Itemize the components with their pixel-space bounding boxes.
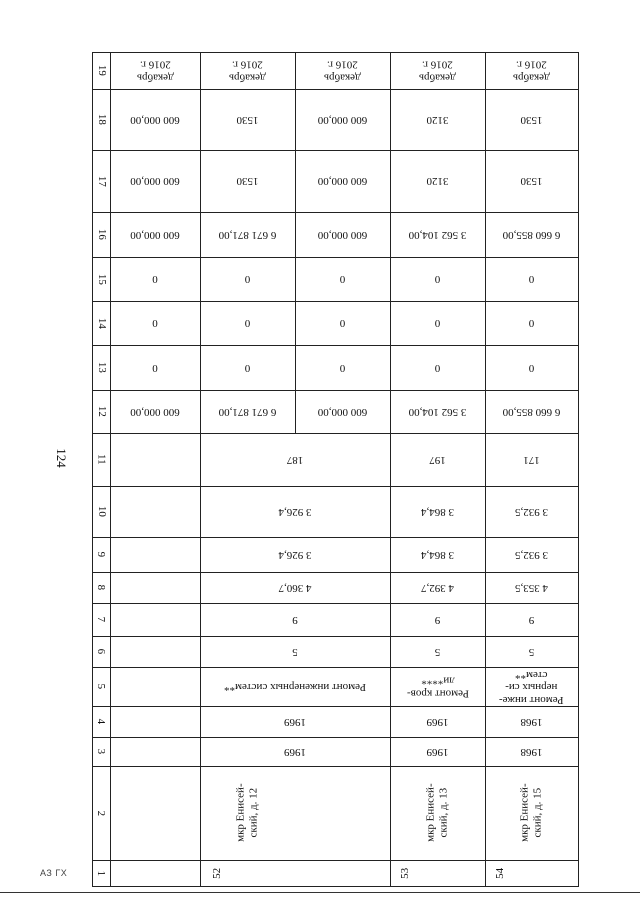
cell-col-1 [485, 860, 515, 886]
rotated-table [92, 52, 579, 887]
column-number-19-line: 19 [95, 64, 108, 76]
column-number-8-text [95, 585, 108, 591]
cell-col-2-line: ский, д. 13 [437, 788, 450, 838]
column-number-6 [92, 636, 110, 667]
cell-col-2 [390, 766, 485, 860]
cell-col-2-text [519, 784, 544, 843]
column-number-16 [92, 212, 110, 257]
cell-col-1-line: 54 [493, 867, 506, 879]
page-number: 124 [54, 448, 69, 468]
cell-col-2-text [425, 784, 450, 843]
column-number-15 [92, 257, 110, 301]
column-number-7-text [95, 617, 108, 623]
cell-col-12: 3 562 104,00 [408, 405, 467, 418]
cell-col-4: 1968 [520, 715, 543, 728]
cell-col-11: 171 [523, 453, 540, 466]
column-number-17-text [95, 175, 108, 186]
cell-col-5 [485, 667, 578, 706]
cell-col-5: Ремонт инженерных систем** [224, 680, 366, 693]
cell-col-17: 1530 [236, 175, 259, 188]
column-number-6-text [95, 649, 108, 655]
cell-col-2-text [235, 784, 260, 843]
column-number-9-text [95, 552, 108, 558]
cell-col-13: 0 [244, 361, 251, 374]
cell-col-15: 0 [339, 273, 346, 286]
cell-col-19-line: декабрь [513, 71, 550, 84]
column-number-18-line: 18 [95, 113, 108, 125]
cell-col-2-line: мкр Енисей- [518, 783, 531, 843]
cell-col-11: 187 [286, 453, 304, 466]
column-number-10-text [95, 506, 108, 517]
cell-col-9: 3 926,4 [278, 548, 312, 561]
column-number-11 [92, 433, 110, 486]
cell-col-5-text [499, 668, 564, 706]
column-number-2 [92, 766, 110, 860]
cell-col-12: 600 000,00 [130, 405, 180, 418]
cell-col-15: 0 [244, 273, 251, 286]
cell-col-14: 0 [152, 317, 158, 330]
cell-col-19-text [229, 58, 266, 83]
cell-col-4: 1969 [426, 715, 449, 728]
column-number-5 [92, 667, 110, 706]
cell-col-16: 3 562 104,00 [408, 228, 467, 241]
column-number-5-text [95, 684, 108, 690]
cell-col-19-text [419, 58, 456, 83]
cell-col-19 [390, 52, 485, 89]
column-number-7 [92, 603, 110, 636]
column-number-7-line: 7 [95, 616, 108, 623]
column-number-18 [92, 89, 110, 150]
corner-mark: АЗ ГХ [40, 868, 68, 878]
column-number-10-line: 10 [95, 505, 108, 517]
cell-col-19-line: 2016 г. [139, 58, 171, 71]
cell-col-3: 1969 [284, 745, 306, 758]
cell-col-18: 3120 [426, 113, 449, 126]
column-number-11-text [95, 454, 108, 465]
cell-col-14: 0 [528, 317, 535, 330]
column-number-18-text [95, 114, 108, 125]
cell-col-19 [200, 52, 295, 89]
cell-col-2 [200, 766, 295, 860]
cell-col-19 [295, 52, 390, 89]
cell-col-9: 3 932,5 [515, 548, 548, 561]
column-number-5-line: 5 [95, 683, 108, 690]
cell-col-2 [485, 766, 578, 860]
cell-col-4: 1969 [284, 715, 306, 728]
cell-col-14: 0 [244, 317, 251, 330]
cell-col-1 [390, 860, 420, 886]
cell-col-10: 3 864,4 [421, 505, 454, 518]
cell-col-16: 600 000,00 [130, 228, 180, 241]
cell-col-19-line: декабрь [136, 71, 174, 84]
cell-col-16: 6 671 871,00 [218, 228, 277, 241]
cell-col-19-line: 2016 г. [516, 58, 547, 71]
column-number-13 [92, 345, 110, 390]
cell-col-19-text [324, 58, 361, 83]
column-number-10 [92, 486, 110, 537]
cell-col-19-text [513, 58, 550, 83]
cell-col-19 [485, 52, 578, 89]
column-number-6-line: 6 [95, 648, 108, 655]
cell-col-2-line: ский, д. 15 [531, 788, 544, 838]
column-number-14-text [95, 317, 108, 328]
cell-col-6: 5 [528, 645, 535, 658]
column-number-8-line: 8 [95, 584, 108, 591]
cell-col-2-line: мкр Енисей- [234, 783, 247, 843]
column-number-9 [92, 537, 110, 572]
column-number-2-line: 2 [95, 810, 108, 816]
cell-col-6: 5 [434, 645, 441, 658]
cell-col-18: 1530 [236, 113, 259, 126]
column-number-19 [92, 52, 110, 89]
cell-col-7: 9 [434, 613, 441, 626]
cell-col-5-line: ли**** [420, 674, 455, 687]
cell-col-14: 0 [434, 317, 441, 330]
cell-col-19 [110, 52, 200, 89]
column-number-11-line: 11 [95, 454, 108, 465]
column-number-19-text [95, 65, 108, 76]
cell-col-19-line: 2016 г. [422, 58, 453, 71]
column-number-12-text [95, 406, 108, 417]
cell-col-15: 0 [152, 273, 158, 286]
cell-col-13: 0 [528, 361, 535, 374]
cell-col-9: 3 864,4 [421, 548, 454, 561]
cell-col-3: 1968 [520, 745, 543, 758]
cell-col-5-line: нерных си- [505, 680, 558, 693]
cell-col-7: 9 [528, 613, 535, 626]
cell-col-8: 4 353,5 [515, 581, 548, 594]
cell-col-12: 6 671 871,00 [218, 405, 277, 418]
cell-col-15: 0 [528, 273, 535, 286]
cell-col-12: 600 000,00 [317, 405, 368, 418]
column-number-12 [92, 390, 110, 433]
column-number-1-line: 1 [95, 870, 108, 876]
cell-col-6: 5 [292, 645, 298, 658]
grid-line [578, 52, 579, 887]
cell-col-10: 3 932,5 [515, 505, 548, 518]
cell-col-19-line: 2016 г. [232, 58, 263, 71]
cell-col-17: 1530 [520, 175, 543, 188]
column-number-2-text [95, 810, 108, 816]
cell-col-1 [200, 860, 235, 886]
cell-col-1-text [494, 867, 507, 878]
cell-col-16: 600 000,00 [317, 228, 368, 241]
cell-col-15: 0 [434, 273, 441, 286]
cell-col-17: 3120 [426, 175, 449, 188]
column-number-17 [92, 150, 110, 212]
cell-col-1-line: 52 [211, 867, 224, 879]
cell-col-19-line: декабрь [324, 71, 361, 84]
column-number-17-line: 17 [95, 175, 108, 187]
bottom-rule [0, 892, 640, 893]
column-number-14-line: 14 [95, 317, 108, 329]
cell-col-12: 6 660 855,00 [502, 405, 561, 418]
cell-col-3: 1969 [426, 745, 449, 758]
grid-line [92, 886, 579, 887]
column-number-3 [92, 737, 110, 766]
cell-col-17: 600 000,00 [317, 175, 368, 188]
cell-col-8: 4 360,7 [278, 581, 312, 594]
column-number-15-text [95, 273, 108, 284]
column-number-13-line: 13 [95, 361, 108, 373]
cell-col-13: 0 [152, 361, 158, 374]
column-number-9-line: 9 [95, 551, 108, 558]
column-number-12-line: 12 [95, 405, 108, 417]
column-number-8 [92, 572, 110, 603]
cell-col-19-line: декабрь [229, 71, 266, 84]
cell-col-5-text [407, 674, 469, 699]
cell-col-1-text [211, 867, 224, 878]
cell-col-14: 0 [339, 317, 346, 330]
cell-col-1-line: 53 [398, 867, 411, 879]
cell-col-13: 0 [434, 361, 441, 374]
cell-col-5-line: стем** [515, 668, 548, 681]
cell-col-17: 600 000,00 [130, 175, 180, 188]
cell-col-7: 9 [292, 613, 298, 626]
cell-col-13: 0 [339, 361, 346, 374]
column-number-4-text [95, 719, 108, 725]
cell-col-18: 1530 [520, 113, 543, 126]
cell-col-5 [390, 667, 485, 706]
column-number-16-line: 16 [95, 228, 108, 240]
cell-col-5-line: Ремонт кров- [406, 687, 469, 700]
column-number-13-text [95, 362, 108, 373]
cell-col-11: 197 [429, 453, 446, 466]
cell-col-19-text [137, 58, 174, 83]
cell-col-19-line: декабрь [419, 71, 456, 84]
cell-col-5-line: Ремонт инже- [499, 693, 564, 706]
column-number-14 [92, 301, 110, 345]
cell-col-16: 6 660 855,00 [502, 228, 561, 241]
column-number-1 [92, 860, 110, 886]
cell-col-18: 600 000,00 [317, 113, 368, 126]
column-number-16-text [95, 229, 108, 240]
column-number-1-text [95, 870, 108, 876]
cell-col-2-line: мкр Енисей- [424, 783, 437, 843]
column-number-15-line: 15 [95, 273, 108, 285]
cell-col-18: 600 000,00 [130, 113, 180, 126]
cell-col-10: 3 926,4 [278, 505, 312, 518]
cell-col-2-line: ский, д. 12 [247, 788, 260, 838]
cell-col-19-line: 2016 г. [327, 58, 358, 71]
cell-col-8: 4 392,7 [421, 581, 454, 594]
column-number-4 [92, 706, 110, 737]
column-number-4-line: 4 [95, 718, 108, 725]
cell-col-1-text [399, 867, 412, 878]
column-number-3-line: 3 [95, 748, 108, 755]
column-number-3-text [95, 749, 108, 755]
